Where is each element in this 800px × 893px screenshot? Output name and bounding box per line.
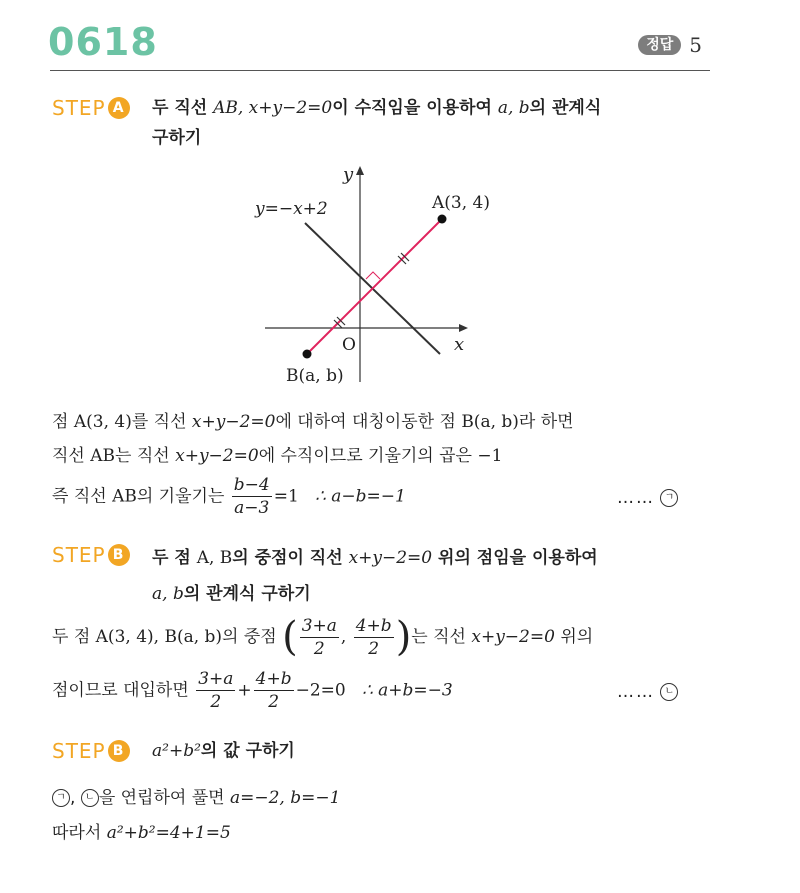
circled-mark: ㄱ <box>52 789 70 807</box>
math-span: ∴ a−b=−1 <box>315 486 406 507</box>
text-span: 의 중점 <box>222 627 277 647</box>
fraction-denominator: 2 <box>210 692 222 712</box>
step-a-tag-text: STEP <box>52 96 106 120</box>
fraction <box>196 668 235 713</box>
math-span: a=−2, b=−1 <box>229 788 341 808</box>
text-line <box>52 407 574 432</box>
answer-box <box>638 33 702 57</box>
step-a-title <box>152 93 712 153</box>
math-span: AB <box>112 486 137 507</box>
right-paren: ) <box>395 614 412 660</box>
equation-tag <box>617 488 678 508</box>
problem-number: 0618 <box>48 20 158 64</box>
text-span: 는 직선 <box>115 446 170 466</box>
step-b2-tag-text: STEP <box>52 739 106 763</box>
header-divider <box>50 70 710 71</box>
fraction-numerator: 3+a <box>301 615 337 636</box>
math-span: a²+b²=4+1=5 <box>106 823 231 843</box>
step-a-title-math: a, b <box>497 98 530 118</box>
text-span: 점이므로 대입하면 <box>52 680 189 701</box>
text-span: 의 기울기는 <box>136 486 225 507</box>
math-span: −1 <box>477 446 503 466</box>
y-axis-label: y <box>343 164 354 185</box>
text-span: 을 연립하여 풀면 <box>98 788 225 808</box>
step-b1-title-text: 두 점 <box>152 548 191 568</box>
text-span: 에 대하여 대칭이동한 점 <box>275 412 456 432</box>
step-b2-header <box>52 739 130 763</box>
text-span: 즉 직선 <box>52 486 107 507</box>
circled-mark: ㄴ <box>81 789 99 807</box>
math-span: A(3, 4) <box>73 412 132 432</box>
math-span: ∴ a+b=−3 <box>361 680 453 701</box>
right-angle-mark <box>366 272 380 279</box>
text-span: 따라서 <box>52 823 102 843</box>
segment-ab <box>307 219 442 354</box>
step-b1-title-math: x+y−2=0 <box>348 548 433 568</box>
fraction-numerator: 4+b <box>255 669 292 689</box>
text-line <box>52 783 340 808</box>
text-line <box>52 614 593 660</box>
text-span: 직선 <box>52 446 85 466</box>
step-b1-title-math: a, b <box>152 584 184 604</box>
text-span: , <box>70 788 76 808</box>
text-span: 두 점 <box>52 627 91 647</box>
circled-mark: ㄴ <box>660 683 678 701</box>
step-b1-header <box>52 543 130 567</box>
step-b1-title-text: 의 관계식 구하기 <box>183 584 311 604</box>
fraction-numerator: 4+b <box>355 615 392 636</box>
fraction-denominator: a−3 <box>234 498 270 518</box>
fraction-numerator: 3+a <box>198 669 234 689</box>
math-span: x+y−2=0 <box>191 412 276 432</box>
step-a-header <box>52 96 130 120</box>
y-axis-arrow <box>356 166 364 175</box>
fraction-denominator: 2 <box>313 638 325 659</box>
fraction <box>232 474 272 519</box>
fraction-denominator: 2 <box>268 692 280 712</box>
dots: …… <box>617 682 655 702</box>
coordinate-graph <box>250 160 490 390</box>
step-b2-tag <box>52 739 130 763</box>
equation-tag <box>617 682 678 702</box>
answer-label: 정답 <box>638 35 681 55</box>
text-span: 라 하면 <box>518 412 574 432</box>
fraction-numerator: b−4 <box>233 475 270 495</box>
answer-value: 5 <box>689 33 702 57</box>
math-span: , <box>340 627 347 647</box>
step-a-title-text: 의 관계식 <box>529 98 602 118</box>
step-b1-title <box>152 540 712 612</box>
text-line <box>52 818 231 843</box>
step-b1-title-text: 위의 점임을 이용하여 <box>438 548 598 568</box>
step-b1-letter-badge: B <box>108 544 130 566</box>
fraction <box>354 615 394 660</box>
x-axis-arrow <box>459 324 468 332</box>
step-b1-title-text: 의 중점이 직선 <box>232 548 343 568</box>
text-line <box>52 668 702 713</box>
point-b-label: B(a, b) <box>286 366 344 386</box>
math-span: −2=0 <box>295 680 346 701</box>
circled-mark: ㄱ <box>660 489 678 507</box>
text-line <box>52 441 502 466</box>
step-a-title-text: 이 수직임을 이용하여 <box>332 98 492 118</box>
math-span: x+y−2=0 <box>175 446 259 466</box>
math-span: + <box>237 680 252 701</box>
text-span: 를 직선 <box>131 412 187 432</box>
text-line <box>52 474 702 519</box>
step-a-letter-badge: A <box>108 97 130 119</box>
step-b1-tag-text: STEP <box>52 543 106 567</box>
fraction <box>300 615 339 660</box>
fraction-denominator: 2 <box>368 638 380 659</box>
math-span: AB <box>90 446 116 466</box>
math-span: x+y−2=0 <box>471 627 555 647</box>
step-b1-tag <box>52 543 130 567</box>
step-a-title-math: AB, x+y−2=0 <box>213 98 333 118</box>
math-span: =1 <box>273 486 299 507</box>
step-a-title-text: 구하기 <box>152 128 202 148</box>
step-a-title-text: 두 직선 <box>152 98 208 118</box>
dots: …… <box>617 488 655 508</box>
left-paren: ( <box>282 614 298 660</box>
step-b1-title-math: A, B <box>196 548 233 568</box>
point-b <box>303 350 312 359</box>
point-a <box>438 215 447 224</box>
text-span: 는 직선 <box>411 627 466 647</box>
text-span: 에 수직이므로 기울기의 곱은 <box>258 446 472 466</box>
origin-label: O <box>342 335 356 355</box>
math-span: B(a, b) <box>461 412 519 432</box>
step-b2-title <box>152 736 712 766</box>
x-axis-label: x <box>454 334 465 355</box>
step-a-tag <box>52 96 130 120</box>
text-span: 위의 <box>560 627 594 647</box>
text-span: 점 <box>52 412 69 432</box>
step-b2-title-text: 의 값 구하기 <box>200 741 295 761</box>
point-a-label: A(3, 4) <box>432 193 490 213</box>
step-b2-title-math: a²+b² <box>152 741 201 761</box>
math-span: A(3, 4), B(a, b) <box>95 627 223 647</box>
step-b2-letter-badge: B <box>108 740 130 762</box>
fraction <box>254 668 294 713</box>
line-equation-label: y=−x+2 <box>255 199 328 219</box>
